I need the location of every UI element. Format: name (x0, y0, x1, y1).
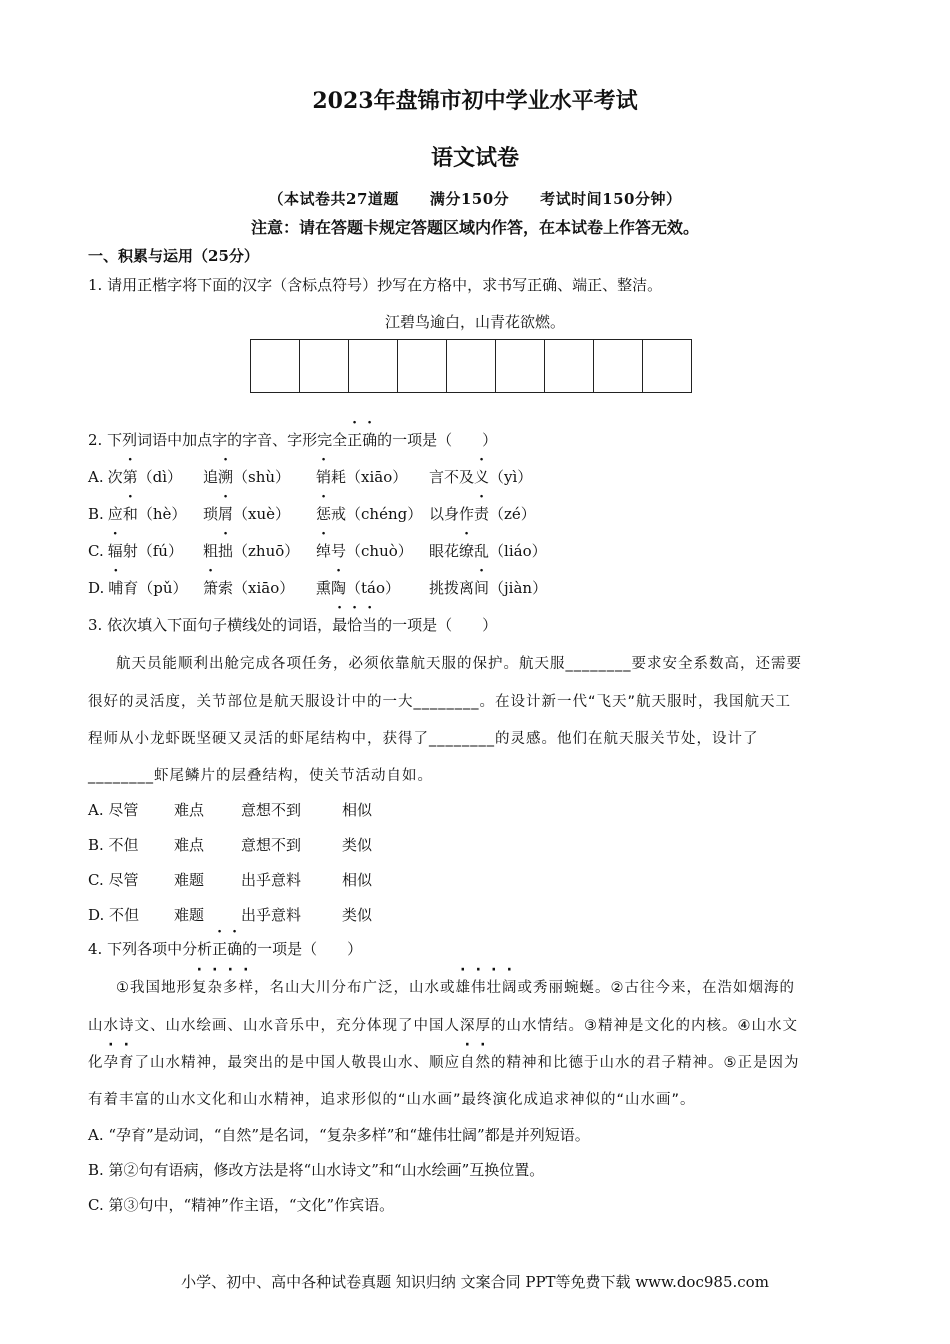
grid-cell[interactable] (643, 340, 691, 392)
word-text: （zé） (489, 505, 536, 523)
q2-word (429, 503, 536, 524)
q3-stem-emphasis: 最恰当 (332, 616, 378, 634)
q4-stem-emphasis: 正确 (212, 940, 243, 958)
option-label: A. (88, 468, 104, 486)
q3-option-word: 类似 (342, 836, 373, 854)
dotted-char: 惩 (316, 505, 332, 523)
dotted-char: 缭 (459, 542, 475, 560)
q4-text: 化 (88, 1055, 104, 1071)
q4-option-c[interactable]: C. 第③句中，“精神”作主语，“文化”作宾语。 (88, 1196, 395, 1214)
grid-cell[interactable] (251, 340, 300, 392)
q2-word (203, 540, 299, 561)
q2-word (429, 466, 532, 487)
footer: 小学、初中、高中各种试卷真题 知识归纳 文案合同 PPT等免费下载 www.doc985.com (181, 1273, 769, 1291)
grid-cell[interactable] (447, 340, 496, 392)
q2-word (316, 540, 413, 561)
dotted-char: 和 (122, 505, 138, 523)
q3-stem-text: 3. 依次填入下面句子横线处的词语， (88, 616, 333, 634)
q4-text: 的精神和比德于山水的君子精神。⑤正是因为 (491, 1055, 800, 1071)
word-text: （jiàn） (489, 579, 548, 597)
word-text: （yì） (489, 468, 533, 486)
dotted-char: 辐 (107, 542, 123, 560)
q4-emphasis: 孕育 (103, 1055, 135, 1071)
option-label: B. (88, 505, 104, 523)
q1-stem: 1. 请用正楷字将下面的汉字（含标点符号）抄写在方格中，求书写正确、端正、整洁。 (88, 276, 663, 294)
q3-option-word: 难题 (174, 871, 205, 889)
grid-cell[interactable] (349, 340, 398, 392)
q2-word (88, 540, 183, 561)
q4-passage-line: 有着丰富的山水文化和山水精神，追求形似的“山水画”最终演化成追求神似的“山水画”。 (88, 1092, 696, 1108)
dotted-char: 间 (474, 579, 490, 597)
q3-passage-line: 程师从小龙虾既坚硬又灵活的虾尾结构中，获得了________的灵感。他们在航天服关节处，设计了 (88, 731, 759, 747)
q2-stem (88, 429, 497, 450)
word-text: 次 (107, 468, 123, 486)
q4-emphasis: 自然 (460, 1055, 491, 1071)
word-text: 戒（chéng） (331, 505, 423, 523)
word-text: 育（pǔ） (123, 579, 188, 597)
q4-text: ①我国地形 (116, 980, 192, 996)
word-text: 追 (203, 468, 219, 486)
section-title: 一、积累与运用（25分） (88, 247, 259, 265)
q2-word (316, 466, 407, 487)
q2-stem-emphasis: 正确 (347, 431, 378, 449)
q2-word (429, 540, 547, 561)
grid-cell[interactable] (398, 340, 447, 392)
exam-title: 2023年盘锦市初中学业水平考试 (312, 88, 638, 114)
q3-option-word: 相似 (342, 801, 373, 819)
q3-option-word: 意想不到 (241, 801, 302, 819)
q3-passage-line: 航天员能顺利出舱完成各项任务，必须依靠航天服的保护。航天服________要求安全系数高，还需要 (116, 656, 802, 672)
q3-option-word: 出乎意料 (241, 871, 302, 889)
exam-info: （本试卷共27道题 满分150分 考试时间150分钟） (268, 190, 682, 208)
grid-cell[interactable] (496, 340, 545, 392)
exam-subtitle: 语文试卷 (430, 145, 519, 171)
q4-text: 了山水精神，最突出的是中国人敬畏山水、顺应 (134, 1055, 460, 1071)
q4-option-b[interactable]: B. 第②句有语病，修改方法是将“山水诗文”和“山水绘画”互换位置。 (88, 1161, 545, 1179)
writing-grid (250, 339, 692, 393)
q4-option-a[interactable]: A. “孕育”是动词，“自然”是名词，“复杂多样”和“雄伟壮阔”都是并列短语。 (88, 1126, 590, 1144)
word-text: （xuè） (233, 505, 291, 523)
q2-word (88, 466, 182, 487)
q3-stem-text: 的一项是（ ） (377, 616, 498, 634)
q4-emphasis: 雄伟壮阔 (455, 980, 518, 996)
q2-word (429, 577, 547, 598)
option-label: D. (88, 579, 105, 597)
q3-option-word: C. 尽管 (88, 871, 139, 889)
q2-word (88, 503, 186, 524)
grid-cell[interactable] (594, 340, 643, 392)
q3-option-word: 意想不到 (241, 836, 302, 854)
q2-word (88, 577, 188, 598)
q3-option-word: 难题 (174, 906, 205, 924)
q4-stem-text: 的一项是（ ） (242, 940, 363, 958)
word-text: 挑拨离 (429, 579, 475, 597)
q4-stem (88, 938, 362, 959)
q3-stem (88, 614, 497, 635)
word-text: （shù） (233, 468, 291, 486)
dotted-char: 拙 (218, 542, 234, 560)
word-text: 琐 (203, 505, 219, 523)
q4-stem-text: 4. 下列各项中分析 (88, 940, 213, 958)
q4-passage-line: 山水诗文、山水绘画、山水音乐中，充分体现了中国人深厚的山水情结。③精神是文化的内核。④山水文 (88, 1018, 798, 1034)
grid-cell[interactable] (545, 340, 594, 392)
word-text: （táo） (346, 579, 401, 597)
q2-word (203, 503, 290, 524)
word-text: 熏 (316, 579, 332, 597)
q3-option-word: 出乎意料 (241, 906, 302, 924)
q2-word (203, 466, 290, 487)
q3-option-word: D. 不但 (88, 906, 140, 924)
dotted-char: 哺 (108, 579, 124, 597)
q4-passage-line (116, 976, 795, 997)
q4-text: ，名山大川分布广泛，山水或 (254, 980, 456, 996)
word-text: （zhuō） (233, 542, 300, 560)
q3-option-word: B. 不但 (88, 836, 139, 854)
word-text: 射（fú） (122, 542, 183, 560)
q3-option-word: 类似 (342, 906, 373, 924)
dotted-char: 责 (474, 505, 490, 523)
q2-word (203, 577, 294, 598)
q3-option-word: A. 尽管 (88, 801, 139, 819)
word-text: 眼花 (429, 542, 460, 560)
option-label: C. (88, 542, 104, 560)
dotted-char: 绰 (316, 542, 332, 560)
word-text: （hè） (137, 505, 187, 523)
word-text: 乱（liáo） (474, 542, 547, 560)
word-text: （dì） (137, 468, 183, 486)
word-text: 应 (107, 505, 123, 523)
word-text: 号（chuò） (331, 542, 413, 560)
q3-option-word: 相似 (342, 871, 373, 889)
q2-stem-text: 的一项是（ ） (377, 431, 498, 449)
q2-word (316, 503, 422, 524)
q3-passage-line: 很好的灵活度，关节部位是航天服设计中的一大________。在设计新一代“飞天”航天服时，我国航天工 (88, 694, 792, 710)
exam-notice: 注意：请在答题卡规定答题区域内作答，在本试卷上作答无效。 (250, 218, 699, 237)
q4-emphasis: 复杂多样 (192, 980, 254, 996)
dotted-char: 义 (474, 468, 490, 486)
word-text: 粗 (203, 542, 219, 560)
grid-cell[interactable] (300, 340, 349, 392)
word-text: 言不及 (429, 468, 475, 486)
dotted-char: 溯 (218, 468, 234, 486)
q1-copy-text: 江碧鸟逾白，山青花欲燃。 (384, 313, 565, 331)
dotted-char: 第 (122, 468, 138, 486)
dotted-char: 销 (316, 468, 332, 486)
dotted-char: 箫 (203, 579, 219, 597)
dotted-char: 屑 (218, 505, 234, 523)
q4-passage-line (88, 1051, 800, 1072)
word-text: 耗（xiāo） (331, 468, 408, 486)
q2-stem-text: 2. 下列词语中加点字的字音、字形完全 (88, 431, 348, 449)
word-text: 索（xiāo） (218, 579, 295, 597)
word-text: 以身作 (429, 505, 475, 523)
q3-passage-line: ________虾尾鳞片的层叠结构，使关节活动自如。 (88, 768, 433, 784)
q3-option-word: 难点 (174, 836, 205, 854)
q2-word (316, 577, 400, 598)
q4-text: 或秀丽蜿蜒。②古往今来，在浩如烟海的 (517, 980, 795, 996)
dotted-char: 陶 (331, 579, 347, 597)
q3-option-word: 难点 (174, 801, 205, 819)
